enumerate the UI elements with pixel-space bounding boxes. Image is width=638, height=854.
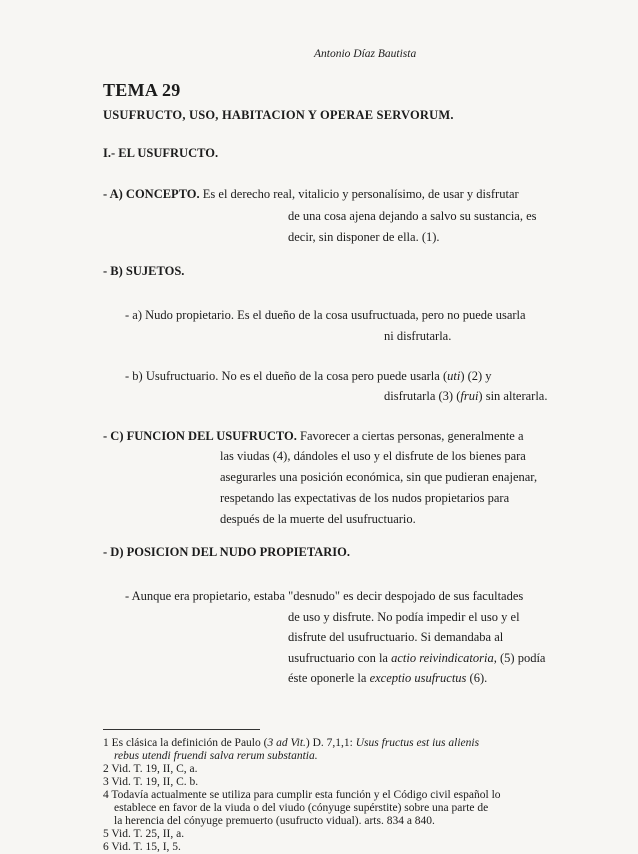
funcion-line-5: después de la muerte del usufructuario. (220, 512, 416, 526)
actio-reivindicatoria: actio reivindicatoria (391, 651, 494, 665)
fn1-latin-1: Usus fructus est ius alienis (355, 737, 480, 749)
concepto-line-3: decir, sin disponer de ella. (1). (288, 230, 440, 244)
concepto-line-1 (103, 184, 519, 205)
nudo-propietario-line-1: - a) Nudo propietario. Es el dueño de la cosa usufructuada, pero no puede usarla (125, 308, 526, 322)
fn1-a: 1 Es clásica la definición de Paulo ( (103, 737, 268, 749)
usufructuario-text-2a: disfrutarla (3) ( (384, 389, 461, 403)
footnote-4-line-1: 4 Todavía actualmente se utiliza para cumplir esta función y el Código civil español lo (103, 789, 501, 801)
usufructuario-uti: uti (447, 369, 461, 383)
nudo-propietario-line-2: ni disfrutarla. (384, 329, 452, 343)
footnote-5: 5 Vid. T. 25, II, a. (103, 828, 185, 840)
funcion-line-3: asegurarles una posición económica, sin que pudieran enajenar, (220, 470, 538, 484)
usufructuario-line-2 (384, 386, 547, 407)
footnote-2: 2 Vid. T. 19, II, C, a. (103, 763, 198, 775)
posicion-text-4a: usufructuario con la (288, 651, 392, 665)
funcion-line-1 (103, 426, 524, 447)
usufructuario-frui: frui (460, 389, 479, 403)
concepto-text-1: Es el derecho real, vitalicio y personalísimo, de usar y disfrutar (199, 187, 519, 201)
funcion-text-1: Favorecer a ciertas personas, generalmente a (296, 429, 524, 443)
footnote-1-line-2 (114, 750, 318, 763)
usufructuario-text-1b: ) (2) y (460, 369, 492, 383)
exceptio-usufructus: exceptio usufructus (369, 671, 467, 685)
footnote-6: 6 Vid. T. 15, I, 5. (103, 841, 181, 853)
footnote-4-line-2: establece en favor de la viuda o del viudo (cónyuge supérstite) sobre una parte de (114, 802, 489, 814)
funcion-line-2: las viudas (4), dándoles el uso y el disfrute de los bienes para (220, 449, 526, 463)
footnote-divider (103, 729, 260, 730)
posicion-line-1: - Aunque era propietario, estaba "desnudo" es decir despojado de sus facultades (125, 589, 524, 603)
fn1-b: ) D. 7,1,1: (305, 737, 356, 749)
page-title: TEMA 29 (103, 80, 181, 100)
posicion-text-5b: (6). (466, 671, 488, 685)
posicion-heading: - D) POSICION DEL NUDO PROPIETARIO. (103, 545, 351, 559)
funcion-heading: - C) FUNCION DEL USUFRUCTO. (103, 429, 297, 443)
posicion-line-4 (288, 648, 545, 669)
author-header: Antonio Díaz Bautista (314, 48, 417, 60)
usufructuario-line-1 (125, 366, 492, 387)
concepto-heading: - A) CONCEPTO. (103, 187, 200, 201)
posicion-line-3: disfrute del usufructuario. Si demandaba al (288, 630, 504, 644)
sujetos-heading: - B) SUJETOS. (103, 264, 185, 278)
posicion-text-4b: , (5) podía (493, 651, 546, 665)
footnote-4-line-3: la herencia del cónyuge premuerto (usufructo vidual). arts. 834 a 840. (114, 815, 435, 827)
footnote-1-line-1 (103, 737, 479, 750)
section-title-usufructo: I.- EL USUFRUCTO. (103, 146, 219, 160)
fn1-latin-2: rebus utendi fruendi salva rerum substantia. (114, 750, 318, 762)
posicion-line-5 (288, 668, 487, 689)
usufructuario-text-2b: ) sin alterarla. (478, 389, 548, 403)
usufructuario-text-1a: - b) Usufructuario. No es el dueño de la cosa pero puede usarla ( (125, 369, 448, 383)
fn1-ad-vit: 3 ad Vit. (267, 737, 306, 749)
page-subtitle: USUFRUCTO, USO, HABITACION Y OPERAE SERVORUM. (103, 108, 454, 122)
posicion-line-2: de uso y disfrute. No podía impedir el uso y el (288, 610, 520, 624)
concepto-line-2: de una cosa ajena dejando a salvo su sustancia, es (288, 209, 537, 223)
posicion-text-5a: éste oponerle la (288, 671, 370, 685)
funcion-line-4: respetando las expectativas de los nudos propietarios para (220, 491, 510, 505)
footnote-3: 3 Vid. T. 19, II, C. b. (103, 776, 199, 788)
